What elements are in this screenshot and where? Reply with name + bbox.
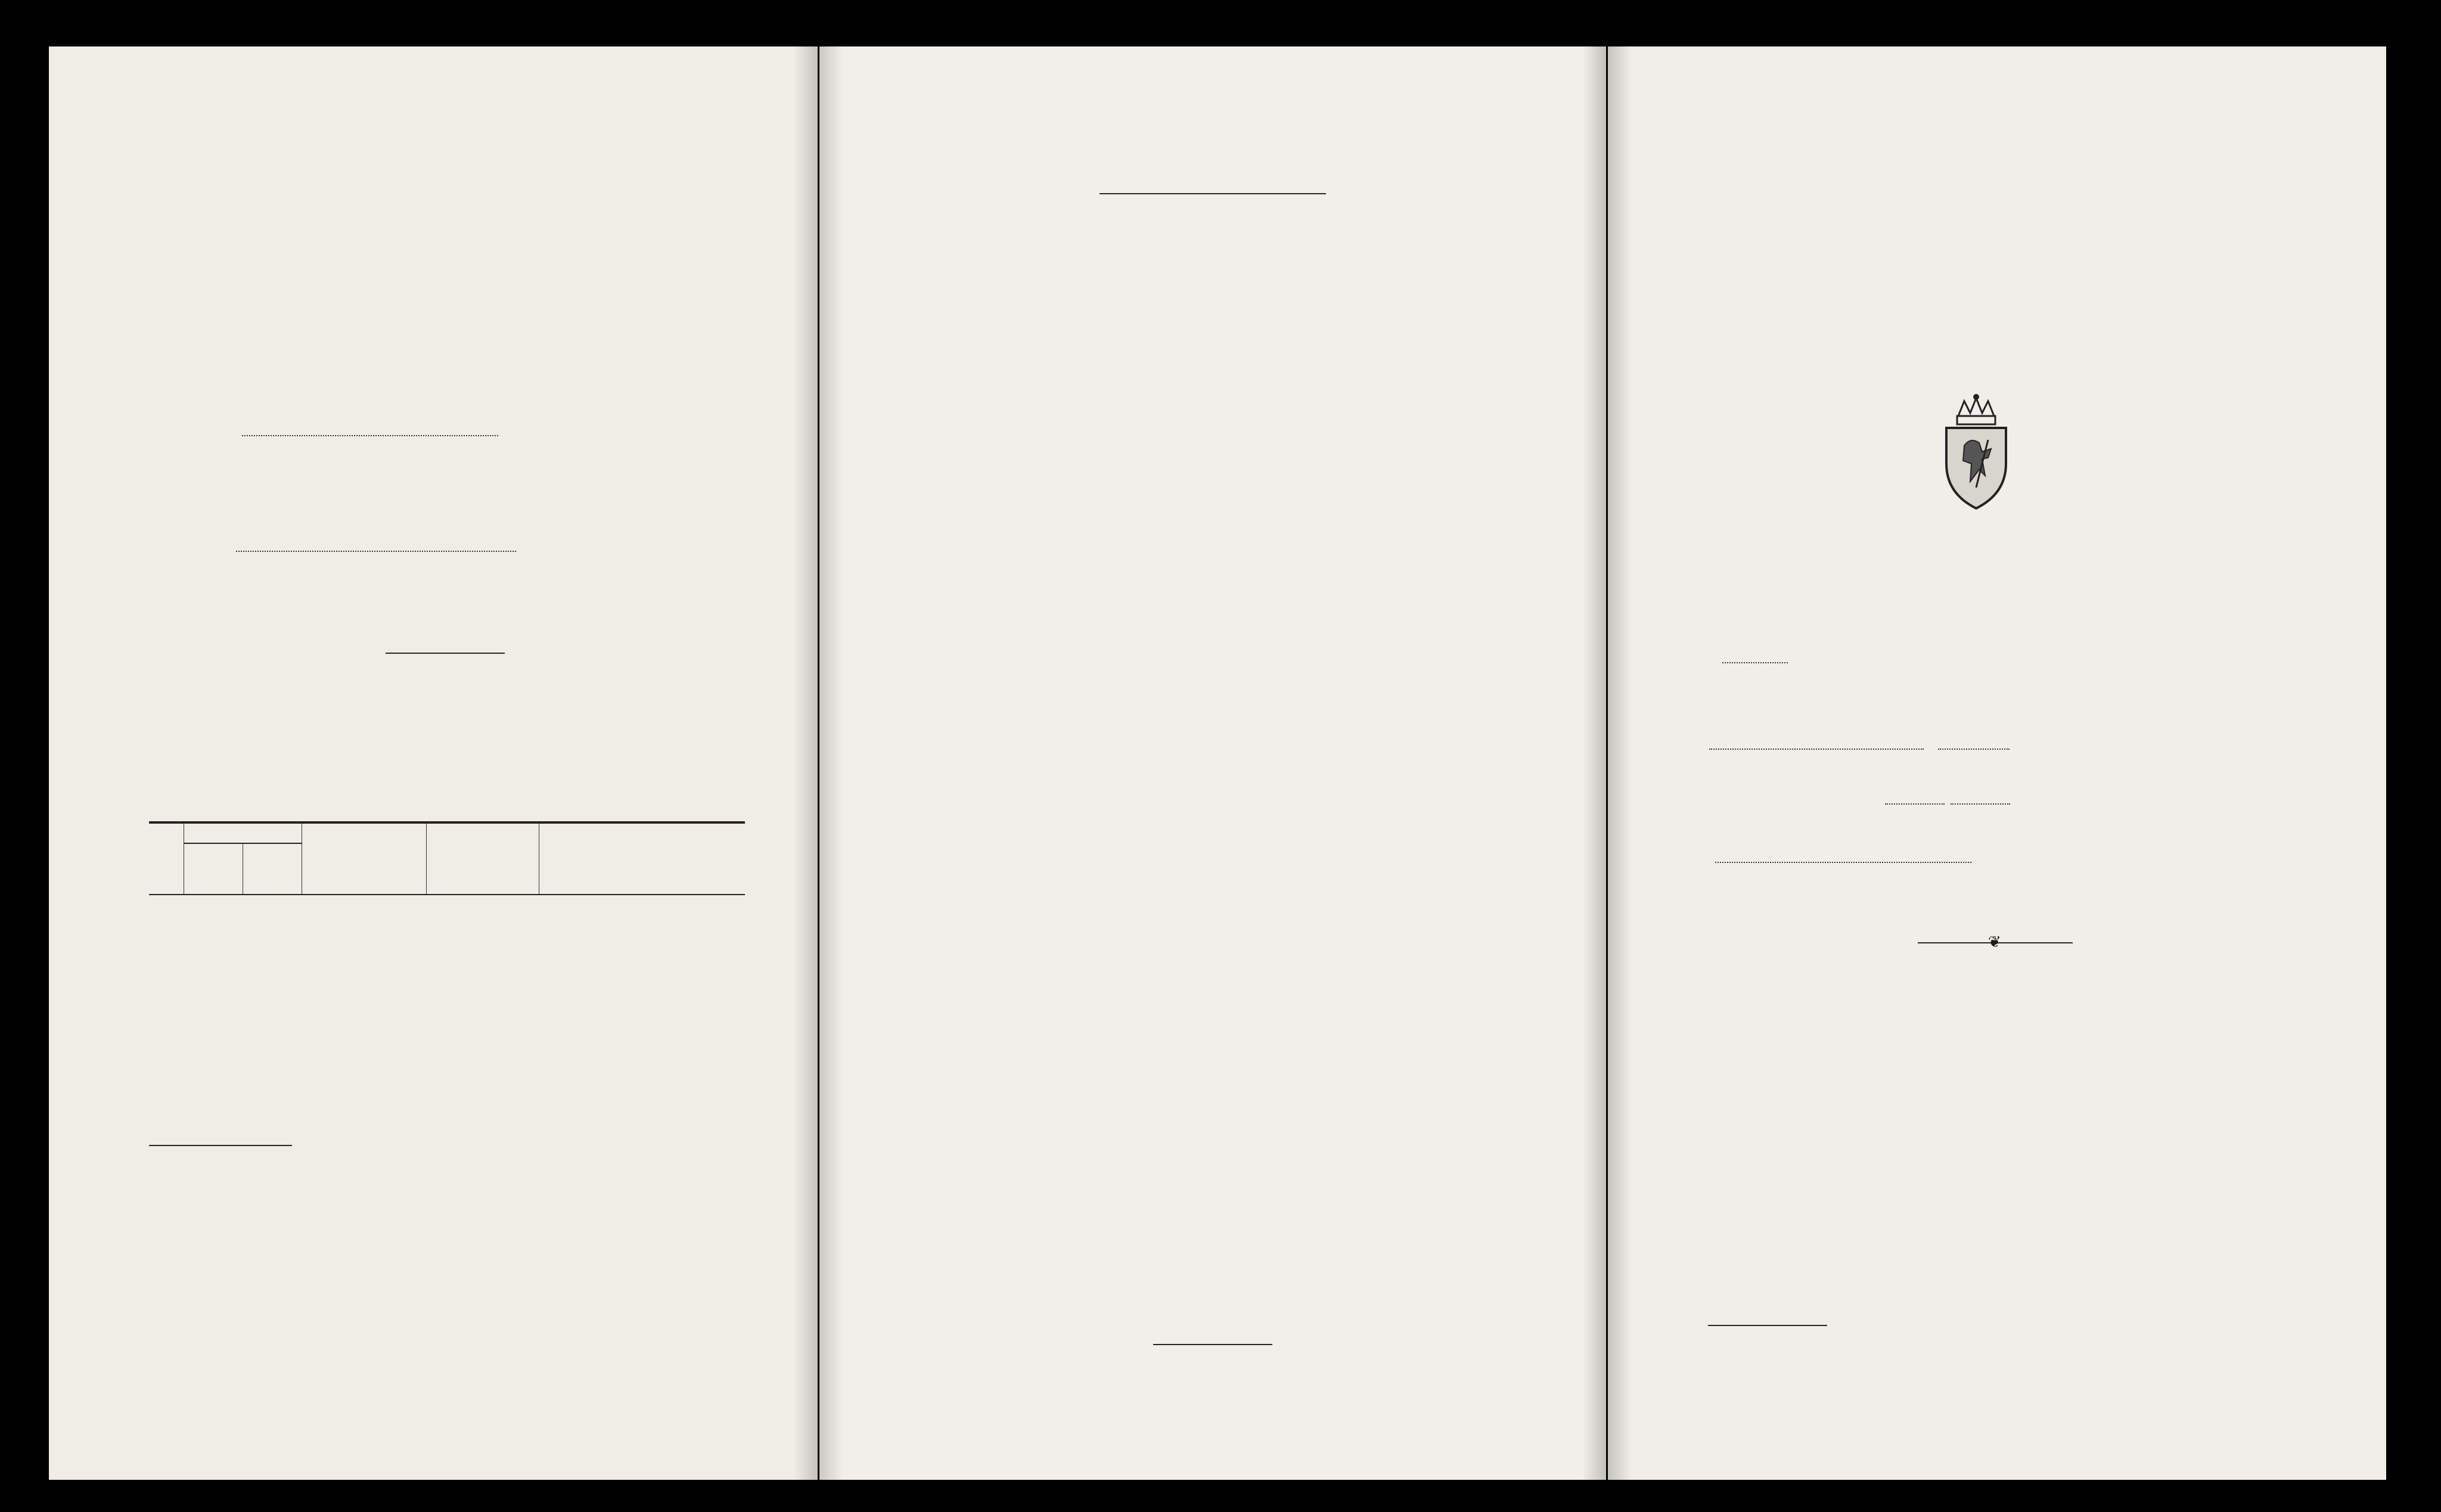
col-stilling	[539, 822, 746, 895]
p3-footnote-rule	[1708, 1325, 1827, 1326]
col-group-year	[184, 822, 302, 843]
col-fra	[302, 822, 427, 895]
herred-line	[1709, 731, 2365, 757]
ornament-icon: ❦	[1988, 933, 2001, 951]
footnote-rule	[149, 1145, 292, 1146]
section3-item1	[149, 421, 781, 457]
page-middle	[819, 46, 1606, 1480]
gaards-line	[1885, 786, 2010, 812]
page-right	[1608, 46, 2386, 1480]
heading-rule	[1100, 193, 1326, 194]
col-hvor	[427, 822, 539, 895]
norsk-amerikanere-table	[149, 821, 745, 895]
col-nr	[149, 822, 184, 895]
bottom-divider	[1153, 1344, 1272, 1345]
col-igjen	[243, 843, 302, 895]
col-utflyttet	[184, 843, 243, 895]
page-left	[49, 46, 818, 1480]
question-1	[1736, 1161, 2308, 1187]
bosted-line	[1715, 844, 1971, 870]
section3-item2	[149, 536, 781, 572]
schema-label	[1722, 645, 1788, 669]
norway-coat-of-arms-icon	[1934, 392, 2018, 514]
divider	[386, 653, 505, 654]
